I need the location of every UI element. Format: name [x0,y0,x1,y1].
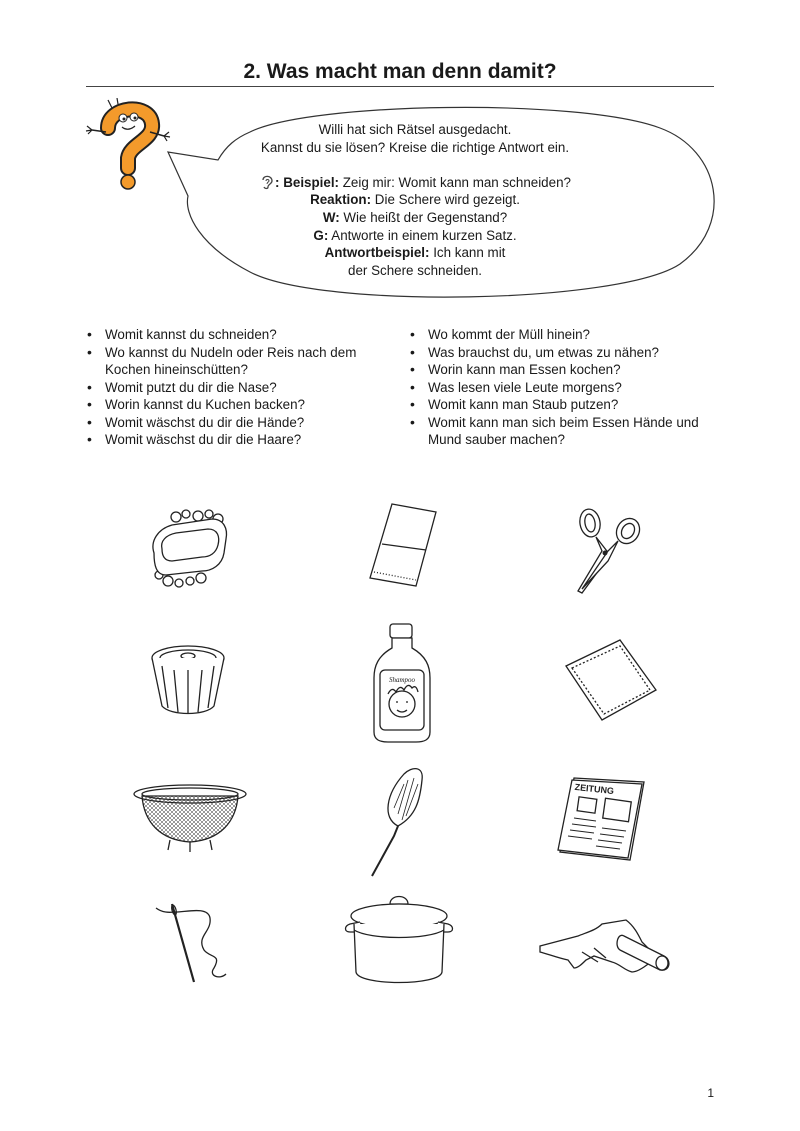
soap-icon[interactable] [146,505,232,591]
example-text: Zeig mir: Womit kann man schneiden? [339,174,571,190]
answer-text-line-1: Ich kann mit [429,245,506,261]
question-item: • Womit kann man Staub putzen? [410,396,710,414]
page-title: 2. Was macht man denn damit? [243,60,557,83]
bundt-cake-pan-icon[interactable] [146,640,230,716]
question-item: • Wo kommt der Müll hinein? [410,326,710,344]
question-item: • Worin kann man Essen kochen? [410,361,710,379]
g-line [200,227,630,245]
shampoo-bottle-icon[interactable] [368,622,436,744]
reaction-text: Die Schere wird gezeigt. [371,192,520,208]
w-line [200,209,630,227]
colander-icon[interactable] [130,782,250,854]
page-number: 1 [707,1086,714,1100]
reaction-label: Reaktion: [310,192,372,208]
example-line [200,174,630,192]
shampoo-label: Shampoo [388,676,416,684]
question-item: • Womit kann man sich beim Essen Hände und Mund sauber machen? [410,414,710,449]
g-text: Antworte in einem kurzen Satz. [328,227,517,243]
question-item: • Womit wäschst du dir die Hände? [87,414,392,432]
newspaper-label: ZEITUNG [574,781,615,797]
ear-icon [259,174,275,190]
trash-bags-icon[interactable] [538,912,678,976]
g-label: G: [313,227,329,243]
napkin-icon[interactable] [560,636,658,724]
reaction-line [200,191,630,209]
bubble-intro-line-1: Willi hat sich Rätsel ausgedacht. [318,122,512,137]
cooking-pot-icon[interactable] [340,890,458,994]
question-item: • Was lesen viele Leute morgens? [410,379,710,397]
question-item: • Womit wäschst du dir die Haare? [87,431,392,449]
question-item: • Womit putzt du dir die Nase? [87,379,392,397]
bubble-intro-line-2: Kannst du sie lösen? Kreise die richtige Antwort ein. [260,139,570,155]
scissors-icon[interactable] [570,505,644,595]
question-item: • Was brauchst du, um etwas zu nähen? [410,344,710,362]
newspaper-icon[interactable] [556,772,648,862]
bubble-instructions [200,121,630,279]
question-item: • Wo kannst du Nudeln oder Reis nach dem Kochen hineinschütten? [87,344,392,379]
answer-text-line-2: der Schere schneiden. [348,262,482,278]
question-item: • Womit kannst du schneiden? [87,326,392,344]
title-underline [86,86,714,87]
needle-thread-icon[interactable] [150,898,232,986]
w-text: Wie heißt der Gegenstand? [339,209,508,225]
answer-line [200,244,630,262]
question-item: • Worin kannst du Kuchen backen? [87,396,392,414]
example-label: : Beispiel: [275,174,340,190]
answer-label: Antwortbeispiel: [324,245,430,261]
tissue-pack-icon[interactable] [362,500,440,590]
feather-duster-icon[interactable] [364,764,438,880]
questions-right-column [410,326,710,449]
w-label: W: [322,209,340,225]
questions-left-column [87,326,392,449]
